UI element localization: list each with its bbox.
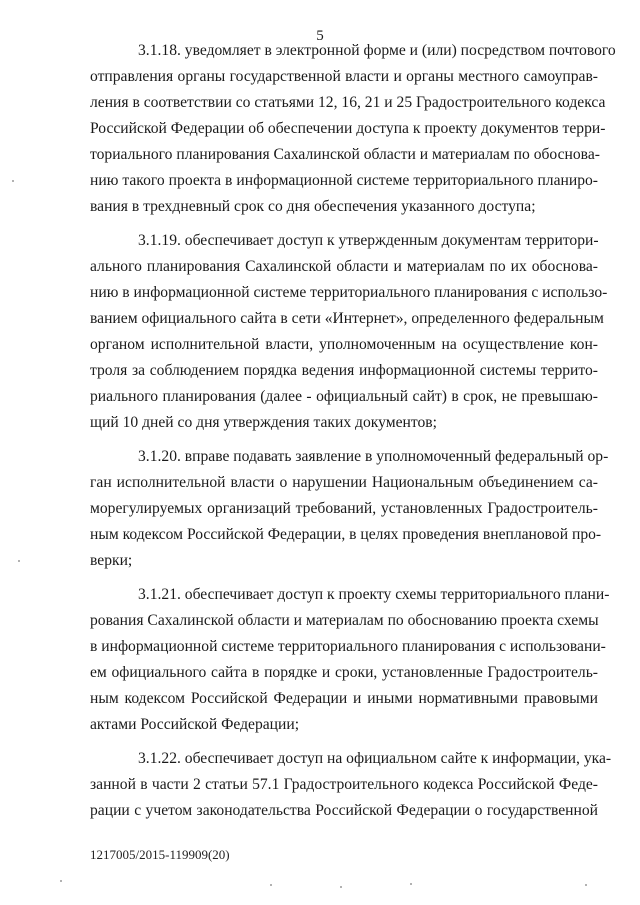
paragraph-3-1-20-line: морегулируемых организаций требований, установленных Градостроитель- <box>90 500 598 517</box>
paragraph-3-1-19-line: 3.1.19. обеспечивает доступ к утвержденным документам территори- <box>138 232 599 249</box>
scan-speck <box>410 883 412 885</box>
paragraph-3-1-19-line: щий 10 дней со дня утверждения таких документов; <box>90 414 437 431</box>
paragraph-3-1-20-line: 3.1.20. вправе подавать заявление в уполномоченный федеральный ор- <box>138 448 609 465</box>
scan-speck <box>340 886 342 888</box>
paragraph-3-1-18-line: вания в трехдневный срок со дня обеспечения указанного доступа; <box>90 198 536 215</box>
paragraph-3-1-21-line: ным кодексом Российской Федерации и иными нормативными правовыми <box>90 690 598 707</box>
paragraph-3-1-19-line: троля за соблюдением порядка ведения информационной системы террито- <box>90 362 598 379</box>
paragraph-3-1-19-line: органом исполнительной власти, уполномоченным на осуществление кон- <box>90 336 598 353</box>
paragraph-3-1-21-line: в информационной системе территориального планирования с использовани- <box>90 638 606 655</box>
document-code: 1217005/2015-119909(20) <box>90 847 230 862</box>
paragraph-3-1-22-line: 3.1.22. обеспечивает доступ на официальном сайте к информации, ука- <box>138 750 612 767</box>
scan-speck <box>12 180 14 182</box>
paragraph-3-1-19-line: риального планирования (далее - официальный сайт) в срок, не превышаю- <box>90 388 598 405</box>
paragraph-3-1-22-line: занной в части 2 статьи 57.1 Градостроительного кодекса Российской Феде- <box>90 776 598 793</box>
paragraph-3-1-19-line: ванием официального сайта в сети «Интернет», определенного федеральным <box>90 310 604 327</box>
paragraph-3-1-22-line: рации с учетом законодательства Российской Федерации о государственной <box>90 802 598 819</box>
paragraph-3-1-18-line: нию такого проекта в информационной системе территориального планиро- <box>90 172 598 189</box>
scan-speck <box>585 884 587 886</box>
paragraph-3-1-21-line: рования Сахалинской области и материалам по обоснованию проекта схемы <box>90 612 599 629</box>
paragraph-3-1-20-line: верки; <box>90 552 133 569</box>
paragraph-3-1-20-line: ган исполнительной власти о нарушении Национальным объединением са- <box>90 474 598 491</box>
paragraph-3-1-21-line: 3.1.21. обеспечивает доступ к проекту схемы территориального плани- <box>138 586 610 603</box>
paragraph-3-1-20-line: ным кодексом Российской Федерации, в целях проведения внеплановой про- <box>90 526 602 543</box>
paragraph-3-1-18-line: ления в соответствии со статьями 12, 16, 21 и 25 Градостроительного кодекса <box>90 94 606 111</box>
paragraph-3-1-18-line: Российской Федерации об обеспечении доступа к проекту документов терри- <box>90 120 606 137</box>
scan-speck <box>270 884 272 886</box>
paragraph-3-1-21-line: актами Российской Федерации; <box>90 716 300 733</box>
paragraph-3-1-18-line: 3.1.18. уведомляет в электронной форме и (или) посредством почтового <box>138 42 616 59</box>
paragraph-3-1-18-line: ториального планирования Сахалинской области и материалам по обоснова- <box>90 146 600 163</box>
paragraph-3-1-19-line: ального планирования Сахалинской области и материалам по их обоснова- <box>90 258 598 275</box>
scan-speck <box>18 560 20 562</box>
paragraph-3-1-18-line: отправления органы государственной власти и органы местного самоуправ- <box>90 68 598 85</box>
page-number: 5 <box>316 28 324 44</box>
paragraph-3-1-21-line: ем официального сайта в порядке и сроки, установленные Градостроитель- <box>90 664 598 681</box>
scan-speck <box>60 880 62 882</box>
paragraph-3-1-19-line: нию в информационной системе территориального планирования с использо- <box>90 284 608 301</box>
